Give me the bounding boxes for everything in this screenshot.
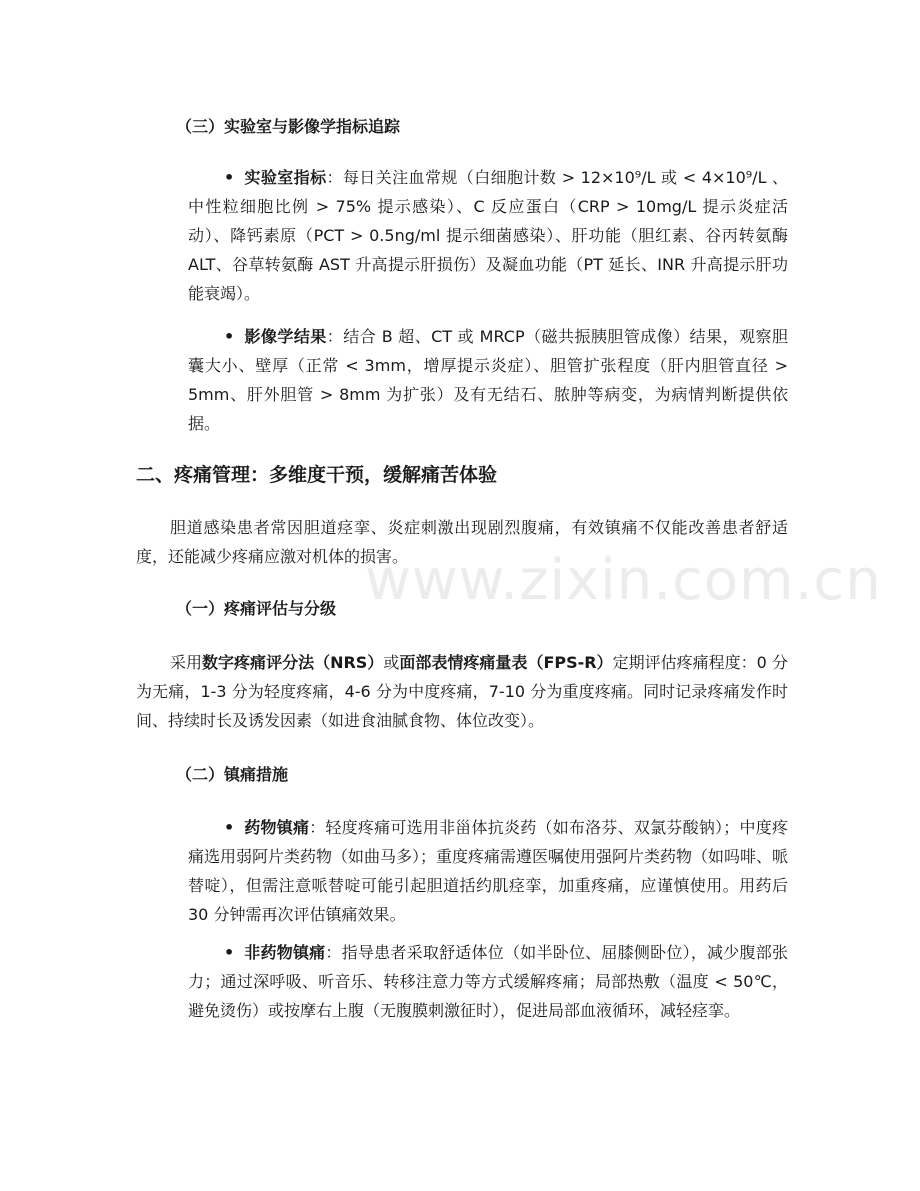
bullet-lead: 影像学结果 bbox=[244, 327, 327, 346]
pain-intro-paragraph: 胆道感染患者常因胆道痉挛、炎症刺激出现剧烈腹痛，有效镇痛不仅能改善患者舒适度，还能减少疼痛应激对机体的损害。 bbox=[136, 518, 788, 566]
bullet-lead: 药物镇痛 bbox=[244, 818, 310, 837]
assess-post: 定期评估疼痛程度：0 分为无痛，1-3 分为轻度疼痛，4-6 分为中度疼痛，7-10 分为重度疼痛。同时记录疼痛发作时间、持续时长及诱发因素（如进食油腻食物、体位改变）。 bbox=[136, 653, 788, 730]
bullet-dot: • bbox=[224, 943, 235, 962]
bullet-lead: 实验室指标 bbox=[244, 168, 327, 187]
watermark: www.zixin.com.cn bbox=[365, 548, 882, 613]
bullet-text: ：指导患者采取舒适体位（如半卧位、屈膝侧卧位），减少腹部张力；通过深呼吸、听音乐、转移注意力等方式缓解疼痛；局部热敷（温度 < 50℃，避免烫伤）或按摩右上腹（无腹膜刺激征时），促进局部血液循环，减轻痉挛。 bbox=[188, 943, 788, 1020]
bullet-dot: • bbox=[224, 168, 235, 187]
bullet-text: ：轻度疼痛可选用非甾体抗炎药（如布洛芬、双氯芬酸钠）；中度疼痛选用弱阿片类药物（如曲马多）；重度疼痛需遵医嘱使用强阿片类药物（如吗啡、哌替啶），但需注意哌替啶可能引起胆道括约肌痉挛，加重疼痛，应谨慎使用。用药后 30 分钟需再次评估镇痛效果。 bbox=[188, 818, 789, 924]
bullet-lab-indicators bbox=[188, 163, 788, 308]
bullet-non-drug-analgesia bbox=[188, 938, 788, 1025]
bullet-lead: 非药物镇痛 bbox=[244, 943, 326, 962]
section-heading-pain-relief: （二）镇痛措施 bbox=[176, 765, 289, 784]
bullet-drug-analgesia bbox=[188, 813, 788, 929]
bullet-text: ：结合 B 超、CT 或 MRCP（磁共振胰胆管成像）结果，观察胆囊大小、壁厚（正常 < 3mm，增厚提示炎症）、胆管扩张程度（肝内胆管直径 > 5mm、肝外胆管 > 8mm 为扩张）及有无结石、脓肿等病变，为病情判断提供依据。 bbox=[188, 327, 788, 433]
bullet-dot: • bbox=[224, 818, 235, 837]
bullet-dot: • bbox=[224, 327, 235, 346]
bullet-text: ：每日关注血常规（白细胞计数 > 12×10⁹/L 或 < 4×10⁹/L 、中性粒细胞比例 > 75% 提示感染）、C 反应蛋白（CRP > 10mg/L 提示炎症活动）、降钙素原（PCT > 0.5ng/ml 提示细菌感染）、肝功能（胆红素、谷丙转氨酶 ALT、谷草转氨酶 AST 升高提示肝损伤）及凝血功能（PT 延长、INR 升高提示肝功能衰竭）。 bbox=[188, 168, 788, 303]
assess-nrs: 数字疼痛评分法（NRS） bbox=[202, 653, 384, 672]
assess-mid: 或 bbox=[383, 653, 400, 672]
bullet-imaging-results bbox=[188, 322, 788, 438]
pain-assessment-paragraph bbox=[136, 648, 788, 735]
assess-fpsr: 面部表情疼痛量表（FPS-R） bbox=[399, 653, 613, 672]
section-heading-pain-management: 二、疼痛管理：多维度干预，缓解痛苦体验 bbox=[136, 464, 498, 486]
section-heading-lab-imaging: （三）实验室与影像学指标追踪 bbox=[176, 117, 401, 136]
section-heading-pain-assessment: （一）疼痛评估与分级 bbox=[176, 599, 337, 618]
assess-pre: 采用 bbox=[170, 653, 203, 672]
